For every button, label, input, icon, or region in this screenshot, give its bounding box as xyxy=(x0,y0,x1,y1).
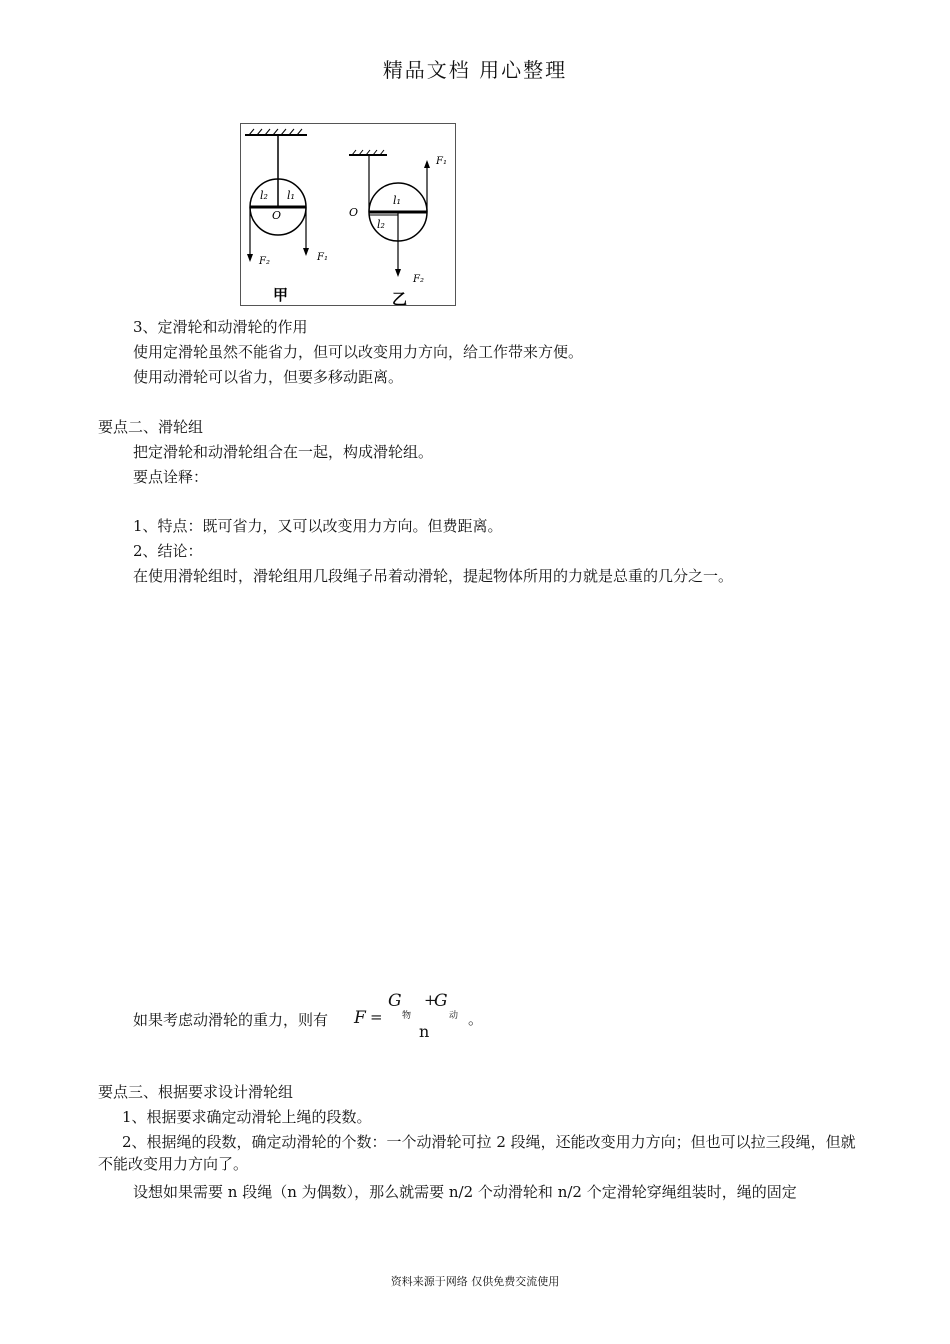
page-header-title: 精品文档 用心整理 xyxy=(382,58,568,82)
label-l1: l₁ xyxy=(287,189,295,202)
label-l2-right: l₂ xyxy=(377,218,385,231)
caption-yi: 乙 xyxy=(392,290,408,305)
formula-equals: = xyxy=(370,1008,383,1026)
label-o-right: O xyxy=(349,206,359,219)
pulley-diagram xyxy=(241,124,455,305)
label-f2: F₂ xyxy=(259,256,270,267)
key-point-3-step-1: 1、根据要求确定动滑轮上绳的段数。 xyxy=(122,1108,372,1126)
pulley-force-formula xyxy=(352,990,492,1040)
formula-period: 。 xyxy=(468,1010,484,1028)
section-3-title: 3、定滑轮和动滑轮的作用 xyxy=(133,318,308,336)
label-o: O xyxy=(272,209,282,222)
label-f1-right: F₁ xyxy=(436,156,447,167)
label-l2: l₂ xyxy=(260,189,268,202)
pulley-lever-figure xyxy=(240,123,456,306)
key-point-3-step-2: 2、根据绳的段数，确定动滑轮的个数：一个动滑轮可拉 2 段绳，还能改变用力方向；但也可以拉三段绳，但就不能改变用力方向了。 xyxy=(98,1133,856,1173)
key-point-2-feature: 1、特点：既可省力，又可以改变用力方向。但费距离。 xyxy=(133,517,503,535)
key-point-3-paragraph: 设想如果需要 n 段绳（n 为偶数），那么就需要 n/2 个动滑轮和 n/2 个定滑轮穿绳组装时，绳的固定 xyxy=(133,1183,797,1201)
section-3-paragraph-2: 使用动滑轮可以省力，但要多移动距离。 xyxy=(133,368,404,386)
caption-jia: 甲 xyxy=(273,286,289,304)
key-point-2-conclusion-text: 在使用滑轮组时，滑轮组用几段绳子吊着动滑轮，提起物体所用的力就是总重的几分之一。 xyxy=(133,567,734,585)
formula-g-pulley: G xyxy=(434,991,448,1011)
key-point-2-title: 要点二、滑轮组 xyxy=(98,418,204,436)
formula-lead-text: 如果考虑动滑轮的重力，则有 xyxy=(133,1011,329,1029)
formula-g-object: G xyxy=(388,991,402,1011)
label-l1-right: l₁ xyxy=(393,194,401,207)
label-f1: F₁ xyxy=(317,252,328,263)
page-footer: 资料来源于网络 仅供免费交流使用 xyxy=(390,1275,560,1288)
formula-f: F xyxy=(354,1008,366,1028)
formula-denominator: n xyxy=(419,1022,430,1041)
fixed-pulley-diagram xyxy=(245,129,328,304)
key-point-2-paragraph-1: 把定滑轮和动滑轮组合在一起，构成滑轮组。 xyxy=(133,443,434,461)
section-3-paragraph-1: 使用定滑轮虽然不能省力，但可以改变用力方向，给工作带来方便。 xyxy=(133,343,584,361)
key-point-2-conclusion-label: 2、结论： xyxy=(133,542,203,560)
label-f2-right: F₂ xyxy=(413,274,424,285)
formula-sub-pulley: 动 xyxy=(449,1011,459,1021)
formula-plus: + xyxy=(424,991,437,1009)
key-point-3-title: 要点三、根据要求设计滑轮组 xyxy=(98,1083,294,1101)
movable-pulley-diagram xyxy=(349,150,447,305)
key-point-2-notes-label: 要点诠释： xyxy=(133,468,209,486)
formula-sub-object: 物 xyxy=(402,1011,412,1021)
